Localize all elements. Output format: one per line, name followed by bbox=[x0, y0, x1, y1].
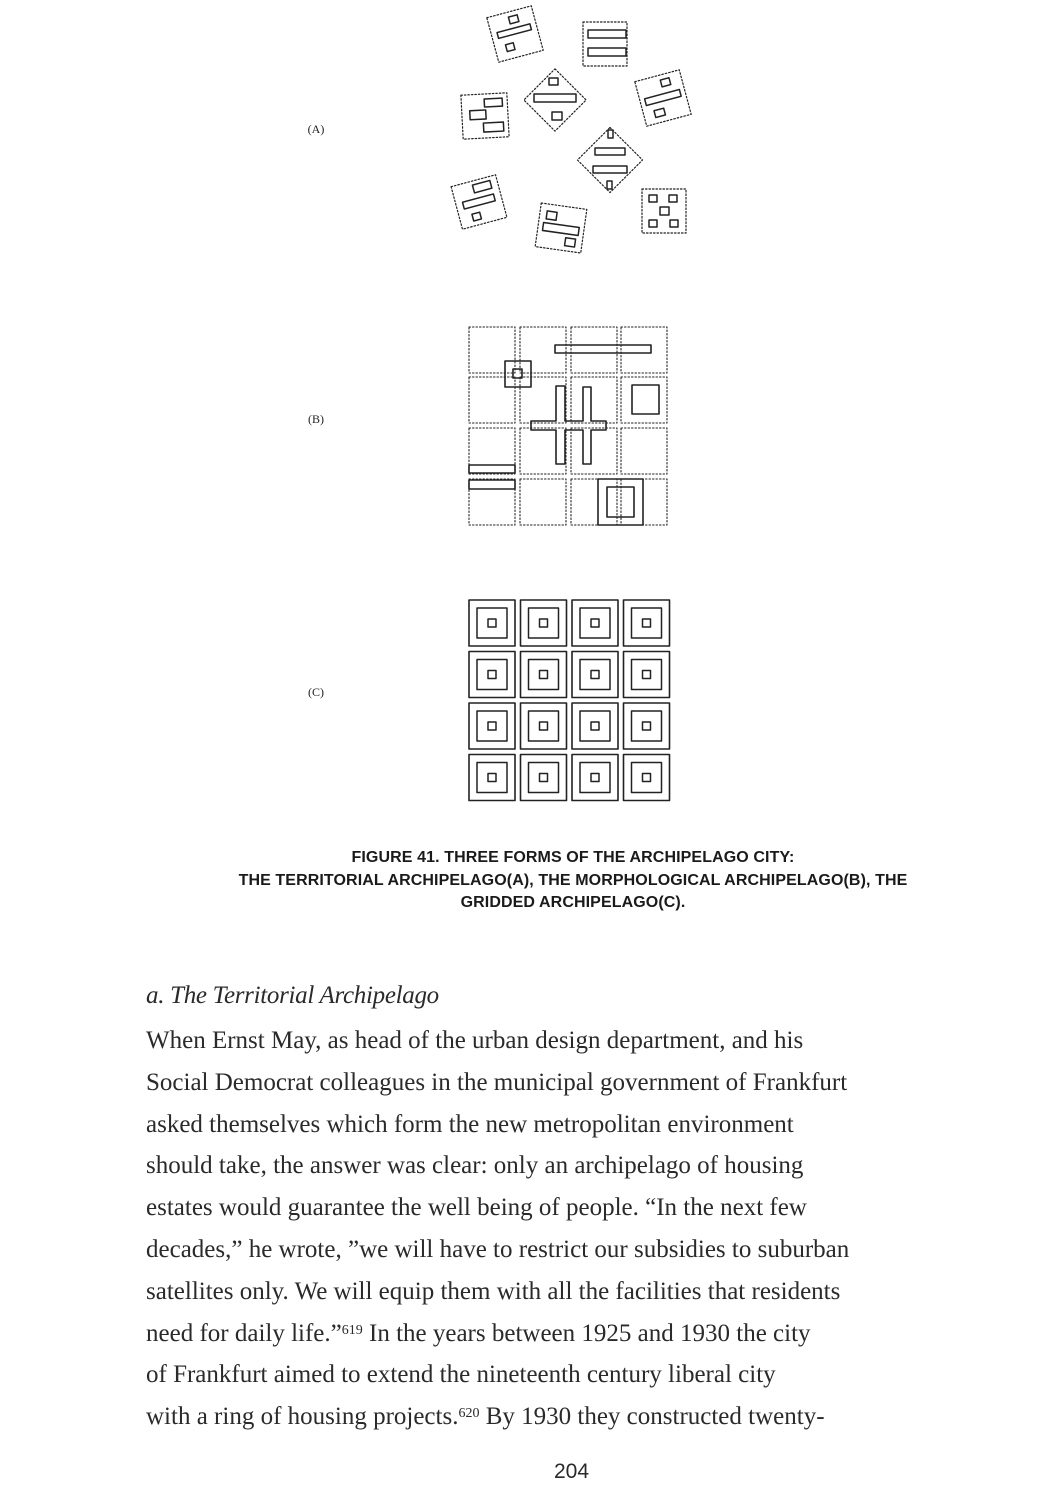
body-line: with a ring of housing projects.$^{620}$ By 1930 they constructed twenty- bbox=[146, 1403, 825, 1431]
morphological-archipelago-drawing bbox=[469, 327, 667, 525]
figure-label-c: (C) bbox=[308, 685, 324, 699]
figure-caption-line-3: GRIDDED ARCHIPELAGO(C). bbox=[460, 894, 686, 911]
body-line: decades,” he wrote, ”we will have to restrict our subsidies to suburban bbox=[146, 1235, 850, 1263]
footnote-reference[interactable]: 620 bbox=[458, 1406, 480, 1422]
page-number: 204 bbox=[553, 1460, 590, 1483]
territorial-archipelago-drawing bbox=[451, 6, 691, 253]
body-line: asked themselves which form the new metropolitan environment bbox=[146, 1110, 794, 1138]
figure-label-a: (A) bbox=[307, 122, 325, 136]
gridded-archipelago-drawing bbox=[469, 600, 670, 801]
figure-caption bbox=[150, 847, 996, 915]
body-line: When Ernst May, as head of the urban design department, and his bbox=[146, 1027, 804, 1054]
body-line: need for daily life.”$^{619}$ In the years between 1925 and 1930 the city bbox=[146, 1319, 811, 1347]
figure-label-b: (B) bbox=[308, 412, 324, 426]
body-line: of Frankfurt aimed to extend the nineteenth century liberal city bbox=[146, 1361, 776, 1389]
body-paragraph bbox=[146, 1020, 1026, 1438]
body-line: satellites only. We will equip them with all the facilities that residents bbox=[146, 1277, 841, 1305]
body-line: Social Democrat colleagues in the municipal government of Frankfurt bbox=[146, 1068, 848, 1096]
body-line: estates would guarantee the well being of people. “In the next few bbox=[146, 1194, 807, 1222]
figure-caption-line-2: THE TERRITORIAL ARCHIPELAGO(A), THE MORPHOLOGICAL ARCHIPELAGO(B), THE bbox=[238, 871, 908, 889]
section-title: a. The Territorial Archipelago bbox=[146, 982, 439, 1009]
body-line: should take, the answer was clear: only an archipelago of housing bbox=[146, 1152, 804, 1180]
figure-caption-line-1: FIGURE 41. THREE FORMS OF THE ARCHIPELAGO CITY: bbox=[351, 849, 795, 866]
footnote-reference[interactable]: 619 bbox=[341, 1322, 363, 1338]
